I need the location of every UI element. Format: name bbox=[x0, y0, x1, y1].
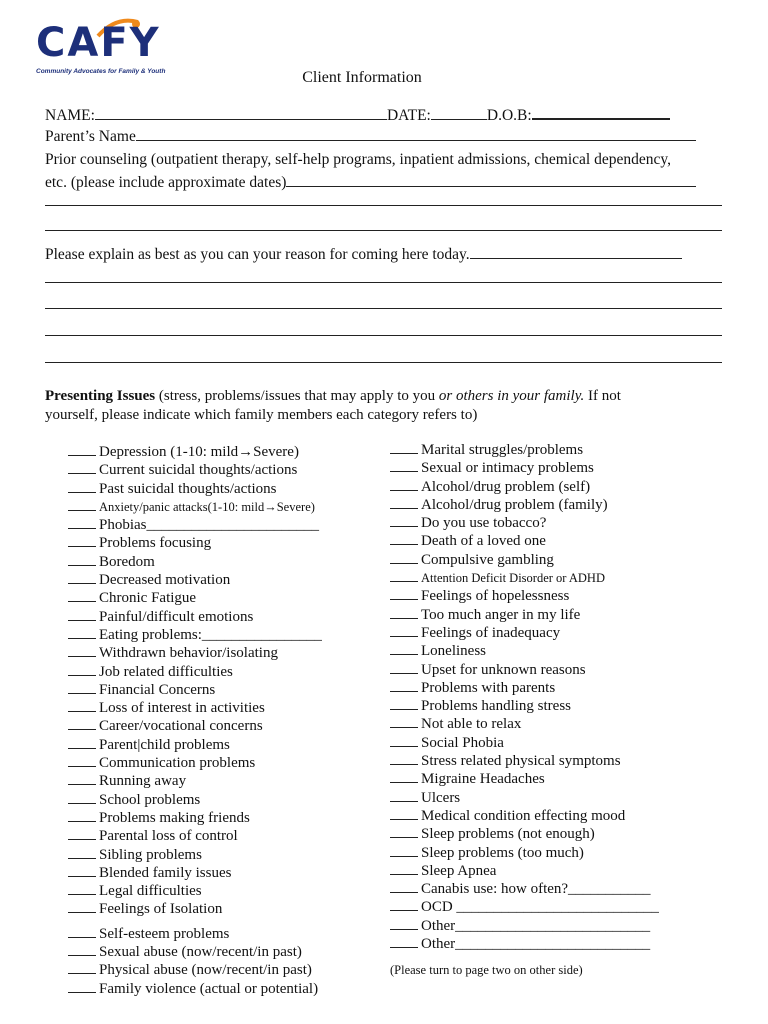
issue-item bbox=[390, 551, 659, 569]
issue-label: Compulsive gambling bbox=[421, 551, 554, 568]
issue-label: Alcohol/drug problem (self) bbox=[421, 478, 591, 495]
issue-label: Decreased motivation bbox=[99, 572, 231, 589]
issue-label: Sleep problems (not enough) bbox=[421, 826, 595, 843]
issue-checkbox-blank[interactable] bbox=[68, 846, 96, 859]
issue-label: Problems handling stress bbox=[421, 698, 571, 715]
issue-checkbox-blank[interactable] bbox=[390, 844, 418, 857]
name-row bbox=[45, 104, 670, 125]
issue-checkbox-blank[interactable] bbox=[68, 754, 96, 767]
issue-checkbox-blank[interactable] bbox=[68, 772, 96, 785]
issue-item bbox=[390, 587, 659, 605]
issue-item bbox=[68, 663, 322, 681]
presenting-heading: Presenting Issues bbox=[45, 388, 156, 404]
issue-label: Withdrawn behavior/isolating bbox=[99, 645, 278, 662]
left-issue-list bbox=[68, 443, 322, 998]
issue-item bbox=[390, 496, 659, 514]
issue-label: Alcohol/drug problem (family) bbox=[421, 496, 608, 513]
issue-item bbox=[390, 935, 659, 953]
issue-label: Problems making friends bbox=[99, 809, 250, 826]
issue-item bbox=[68, 827, 322, 845]
issue-item bbox=[390, 532, 659, 550]
issue-label: Past suicidal thoughts/actions bbox=[99, 480, 277, 497]
issue-checkbox-blank[interactable] bbox=[390, 917, 418, 930]
issue-checkbox-blank[interactable] bbox=[68, 681, 96, 694]
issue-item bbox=[390, 917, 659, 935]
issue-checkbox-blank[interactable] bbox=[68, 736, 96, 749]
issue-item bbox=[68, 480, 322, 498]
logo-tagline: Community Advocates for Family & Youth bbox=[36, 68, 166, 75]
issue-checkbox-blank[interactable] bbox=[390, 807, 418, 820]
issue-checkbox-blank[interactable] bbox=[390, 752, 418, 765]
issue-label: Canabis use: how often?___________ bbox=[421, 881, 651, 898]
issue-item bbox=[68, 943, 322, 961]
prior-counseling-line1: Prior counseling (outpatient therapy, self-help programs, inpatient admissions, chemical dependency, bbox=[45, 151, 671, 168]
issue-checkbox-blank[interactable] bbox=[390, 935, 418, 948]
issue-label: Financial Concerns bbox=[99, 681, 216, 698]
issue-item bbox=[68, 961, 322, 979]
issue-item bbox=[390, 789, 659, 807]
issue-checkbox-blank[interactable] bbox=[68, 571, 96, 584]
issue-label: Sibling problems bbox=[99, 846, 202, 863]
issue-label: Feelings of Isolation bbox=[99, 901, 223, 918]
issue-checkbox-blank[interactable] bbox=[390, 441, 418, 454]
issue-checkbox-blank[interactable] bbox=[68, 553, 96, 566]
issue-item bbox=[68, 626, 322, 644]
issue-item bbox=[390, 459, 659, 477]
issue-checkbox-blank[interactable] bbox=[68, 980, 96, 993]
issue-checkbox-blank[interactable] bbox=[68, 925, 96, 938]
issue-label: Blended family issues bbox=[99, 864, 232, 881]
issue-item bbox=[390, 770, 659, 788]
issue-checkbox-blank[interactable] bbox=[390, 734, 418, 747]
issue-item bbox=[390, 569, 659, 587]
issue-checkbox-blank[interactable] bbox=[68, 461, 96, 474]
issue-checkbox-blank[interactable] bbox=[390, 880, 418, 893]
issue-label: Loss of interest in activities bbox=[99, 700, 265, 717]
issue-label: Boredom bbox=[99, 553, 155, 570]
issue-item bbox=[68, 925, 322, 943]
issue-label: Physical abuse (now/recent/in past) bbox=[99, 962, 312, 979]
issue-label: Parent|child problems bbox=[99, 736, 230, 753]
issue-item bbox=[390, 898, 659, 916]
date-label: DATE: bbox=[386, 107, 431, 124]
issue-checkbox-blank[interactable] bbox=[390, 789, 418, 802]
issue-item bbox=[390, 807, 659, 825]
issue-checkbox-blank[interactable] bbox=[68, 809, 96, 822]
issue-checkbox-blank[interactable] bbox=[68, 626, 96, 639]
logo-wordmark: CAFY bbox=[36, 20, 161, 66]
parent-label: Parent’s Name bbox=[45, 128, 136, 145]
cafy-logo bbox=[36, 14, 186, 74]
issue-label: Anxiety/panic attacks(1-10: mild→Severe) bbox=[99, 499, 315, 514]
footer-note: (Please turn to page two on other side) bbox=[390, 963, 583, 977]
issue-label: Problems focusing bbox=[99, 535, 212, 552]
presenting-intro-line2: yourself, please indicate which family members each category refers to) bbox=[45, 407, 478, 423]
issue-item bbox=[68, 882, 322, 900]
issue-checkbox-blank[interactable] bbox=[68, 608, 96, 621]
reason-blank-line[interactable] bbox=[45, 308, 722, 309]
name-label: NAME: bbox=[45, 107, 95, 124]
date-field[interactable] bbox=[431, 105, 487, 120]
issue-label: Feelings of hopelessness bbox=[421, 588, 570, 605]
issue-label: Social Phobia bbox=[421, 734, 504, 751]
issue-checkbox-blank[interactable] bbox=[68, 699, 96, 712]
parent-row bbox=[45, 126, 696, 146]
issue-item bbox=[390, 734, 659, 752]
issue-label: Loneliness bbox=[421, 643, 486, 660]
reason-blank-line[interactable] bbox=[45, 362, 722, 363]
issue-checkbox-blank[interactable] bbox=[68, 791, 96, 804]
issue-checkbox-blank[interactable] bbox=[68, 480, 96, 493]
issue-checkbox-blank[interactable] bbox=[68, 717, 96, 730]
issue-checkbox-blank[interactable] bbox=[390, 862, 418, 875]
issue-label: Communication problems bbox=[99, 755, 256, 772]
issue-label: Death of a loved one bbox=[421, 533, 546, 550]
issue-checkbox-blank[interactable] bbox=[68, 943, 96, 956]
issue-item bbox=[68, 461, 322, 479]
issue-item bbox=[390, 844, 659, 862]
issue-checkbox-blank[interactable] bbox=[390, 642, 418, 655]
issue-checkbox-blank[interactable] bbox=[390, 661, 418, 674]
issue-label: Attention Deficit Disorder or ADHD bbox=[421, 571, 605, 586]
issue-label: Feelings of inadequacy bbox=[421, 624, 561, 641]
issue-label: Job related difficulties bbox=[99, 663, 233, 680]
issue-item bbox=[390, 441, 659, 459]
issue-item bbox=[390, 752, 659, 770]
issue-label: Sleep problems (too much) bbox=[421, 844, 584, 861]
issue-checkbox-blank[interactable] bbox=[390, 770, 418, 783]
issue-item bbox=[390, 642, 659, 660]
issue-checkbox-blank[interactable] bbox=[390, 715, 418, 728]
reason-label: Please explain as best as you can your reason for coming here today. bbox=[45, 246, 470, 263]
issue-checkbox-blank[interactable] bbox=[390, 624, 418, 637]
issue-checkbox-blank[interactable] bbox=[68, 827, 96, 840]
issue-label: Sexual or intimacy problems bbox=[421, 460, 594, 477]
issue-label: Sleep Apnea bbox=[421, 862, 497, 879]
issue-item bbox=[68, 846, 322, 864]
issue-label: Eating problems:________________ bbox=[99, 626, 322, 643]
issue-label: Stress related physical symptoms bbox=[421, 753, 621, 770]
page-title: Client Information bbox=[302, 69, 422, 86]
issue-item bbox=[68, 754, 322, 772]
prior-counseling-line2: etc. (please include approximate dates) bbox=[45, 172, 696, 192]
issue-label: Other__________________________ bbox=[421, 917, 651, 934]
issue-checkbox-blank[interactable] bbox=[390, 459, 418, 472]
prior-blank-line[interactable] bbox=[45, 205, 722, 206]
name-field[interactable] bbox=[95, 105, 387, 120]
issue-checkbox-blank[interactable] bbox=[68, 961, 96, 974]
issue-label: School problems bbox=[99, 791, 201, 808]
issue-item bbox=[390, 862, 659, 880]
issue-checkbox-blank[interactable] bbox=[390, 606, 418, 619]
issue-item bbox=[68, 699, 322, 717]
issue-label: Upset for unknown reasons bbox=[421, 661, 586, 678]
issue-checkbox-blank[interactable] bbox=[68, 900, 96, 913]
issue-item bbox=[68, 736, 322, 754]
issue-item bbox=[68, 900, 322, 918]
issue-label: OCD ___________________________ bbox=[421, 899, 659, 916]
issue-label: Medical condition effecting mood bbox=[421, 807, 626, 824]
issue-label: Too much anger in my life bbox=[421, 606, 581, 623]
issue-item bbox=[68, 534, 322, 552]
parent-field[interactable] bbox=[136, 126, 696, 141]
issue-item bbox=[68, 608, 322, 626]
issue-label: Sexual abuse (now/recent/in past) bbox=[99, 944, 302, 961]
issue-checkbox-blank[interactable] bbox=[68, 498, 96, 511]
reason-blank-line[interactable] bbox=[45, 335, 722, 336]
issue-item bbox=[68, 791, 322, 809]
issue-checkbox-blank[interactable] bbox=[68, 882, 96, 895]
issue-item bbox=[390, 715, 659, 733]
issue-label: Marital struggles/problems bbox=[421, 442, 584, 458]
issue-item bbox=[68, 589, 322, 607]
issue-item bbox=[68, 516, 322, 534]
issue-label: Running away bbox=[99, 773, 187, 790]
issue-checkbox-blank[interactable] bbox=[390, 569, 418, 582]
issue-checkbox-blank[interactable] bbox=[390, 825, 418, 838]
issue-item bbox=[390, 825, 659, 843]
issue-label: Depression (1-10: mild→Severe) bbox=[99, 444, 299, 460]
issue-item bbox=[68, 571, 322, 589]
issue-item bbox=[68, 681, 322, 699]
reason-field[interactable] bbox=[470, 244, 682, 259]
issue-item bbox=[68, 864, 322, 882]
issue-label: Current suicidal thoughts/actions bbox=[99, 462, 298, 479]
issue-item bbox=[68, 809, 322, 827]
issue-checkbox-blank[interactable] bbox=[390, 478, 418, 491]
reason-row bbox=[45, 244, 682, 264]
issue-label: Ulcers bbox=[421, 789, 461, 806]
issue-checkbox-blank[interactable] bbox=[68, 443, 96, 456]
issue-item bbox=[68, 443, 322, 461]
issue-checkbox-blank[interactable] bbox=[68, 589, 96, 602]
issue-checkbox-blank[interactable] bbox=[68, 663, 96, 676]
issue-item bbox=[390, 606, 659, 624]
right-issue-list bbox=[390, 441, 659, 953]
issue-checkbox-blank[interactable] bbox=[390, 898, 418, 911]
issue-checkbox-blank[interactable] bbox=[68, 864, 96, 877]
issue-item bbox=[390, 478, 659, 496]
issue-item bbox=[390, 697, 659, 715]
issue-checkbox-blank[interactable] bbox=[390, 697, 418, 710]
issue-checkbox-blank[interactable] bbox=[390, 514, 418, 527]
issue-item bbox=[68, 717, 322, 735]
issue-label: Phobias_______________________ bbox=[99, 517, 320, 534]
issue-item bbox=[390, 514, 659, 532]
issue-label: Not able to relax bbox=[421, 716, 522, 733]
issue-label: Chronic Fatigue bbox=[99, 590, 197, 607]
issue-checkbox-blank[interactable] bbox=[68, 644, 96, 657]
issue-label: Career/vocational concerns bbox=[99, 718, 263, 735]
issue-label: Painful/difficult emotions bbox=[99, 608, 254, 625]
issue-item bbox=[390, 624, 659, 642]
issue-checkbox-blank[interactable] bbox=[390, 587, 418, 600]
issue-item bbox=[68, 553, 322, 571]
presenting-intro: Presenting Issues (stress, problems/issues that may apply to you or others in your family. If not bbox=[45, 388, 621, 404]
issue-label: Migraine Headaches bbox=[421, 771, 545, 788]
issue-checkbox-blank[interactable] bbox=[390, 496, 418, 509]
issue-label: Problems with parents bbox=[421, 679, 556, 696]
issue-item bbox=[68, 980, 322, 998]
issue-item bbox=[68, 644, 322, 662]
issue-label: Self-esteem problems bbox=[99, 925, 230, 942]
issue-checkbox-blank[interactable] bbox=[390, 679, 418, 692]
issue-item bbox=[390, 679, 659, 697]
dob-field[interactable] bbox=[532, 104, 670, 120]
issue-checkbox-blank[interactable] bbox=[390, 551, 418, 564]
issue-label: Parental loss of control bbox=[99, 828, 238, 845]
issue-label: Do you use tobacco? bbox=[421, 515, 547, 532]
issue-checkbox-blank[interactable] bbox=[68, 534, 96, 547]
issue-checkbox-blank[interactable] bbox=[390, 532, 418, 545]
issue-checkbox-blank[interactable] bbox=[68, 516, 96, 529]
issue-label: Legal difficulties bbox=[99, 883, 202, 900]
issue-item bbox=[68, 498, 322, 516]
prior-blank-line[interactable] bbox=[45, 230, 722, 231]
reason-blank-line[interactable] bbox=[45, 282, 722, 283]
dob-label: D.O.B: bbox=[486, 107, 532, 124]
issue-label: Other__________________________ bbox=[421, 936, 651, 953]
issue-item bbox=[390, 661, 659, 679]
prior-counseling-field[interactable] bbox=[286, 172, 696, 187]
issue-item bbox=[68, 772, 322, 790]
issue-item bbox=[390, 880, 659, 898]
issue-label: Family violence (actual or potential) bbox=[99, 980, 319, 997]
